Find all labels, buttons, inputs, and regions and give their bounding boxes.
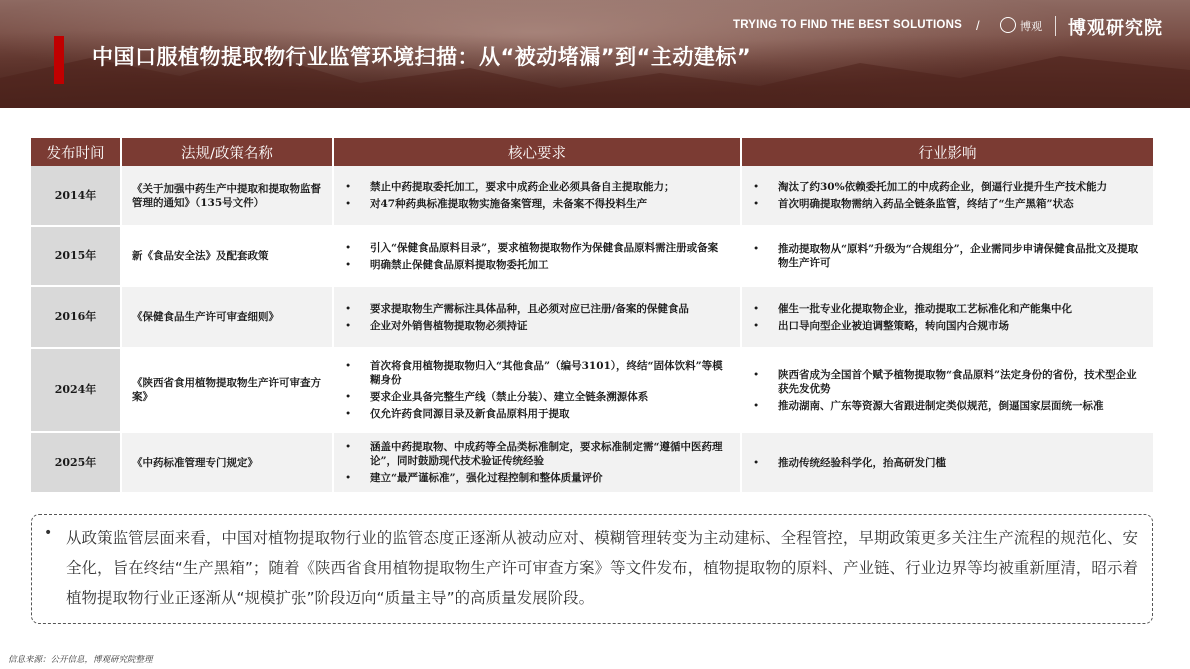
requirement-item: • 对47种药典标准提取物实施备案管理，未备案不得投料生产: [342, 197, 732, 211]
requirement-item: • 引入“保健食品原料目录”，要求植物提取物作为保健食品原料需注册或备案: [342, 241, 732, 255]
cell-policy-name: 《关于加强中药生产中提取和提取物监督管理的通知》（135号文件）: [121, 166, 333, 226]
regulation-table: [31, 138, 1153, 494]
impact-item: • 陕西省成为全国首个赋予植物提取物“食品原料”法定身份的省份，技术型企业获先发优势: [750, 368, 1145, 396]
cell-policy-name: 《中药标准管理专门规定》: [121, 432, 333, 493]
impact-item: • 首次明确提取物需纳入药品全链条监管，终结了“生产黑箱”状态: [750, 197, 1145, 211]
cell-requirements: [333, 166, 741, 226]
cell-impact: [741, 286, 1153, 348]
source-note: 信息来源：公开信息，博观研究院整理: [8, 655, 153, 665]
cell-year: 2014年: [31, 166, 121, 226]
table-row: [31, 166, 1153, 226]
impact-item: • 推动湖南、广东等资源大省跟进制定类似规范，倒逼国家层面统一标准: [750, 399, 1145, 413]
logo-separator: [1055, 16, 1056, 36]
cell-year: 2024年: [31, 348, 121, 432]
cell-year: 2025年: [31, 432, 121, 493]
logo-small-text: 博观: [1020, 20, 1042, 33]
requirement-item: • 要求提取物生产需标注具体品种，且必须对应已注册/备案的保健食品: [342, 302, 732, 316]
tagline: TRYING TO FIND THE BEST SOLUTIONS: [733, 19, 962, 31]
requirement-item: • 仅允许药食同源目录及新食品原料用于提取: [342, 407, 732, 421]
impact-item: • 催生一批专业化提取物企业，推动提取工艺标准化和产能集中化: [750, 302, 1145, 316]
requirement-item: • 禁止中药提取委托加工，要求中成药企业必须具备自主提取能力；: [342, 180, 732, 194]
summary-text: 从政策监管层面来看，中国对植物提取物行业的监管态度正逐渐从被动应对、模糊管理转变为主动建标、全程管控，早期政策更多关注生产流程的规范化、安全化，旨在终结“生产黑箱”；随着《陕西省食用植物提取物生产许可审查方案》等文件发布，植物提取物的原料、产业链、行业边界等均被重新厘清，昭示着植物提取物行业正逐渐从“规模扩张”阶段迈向“质量主导”的高质量发展阶段。: [66, 529, 1138, 607]
column-header-year: 发布时间: [31, 138, 121, 166]
cell-requirements: [333, 432, 741, 493]
logo-circle-icon: [1000, 17, 1016, 33]
brand-name: 博观研究院: [1068, 18, 1163, 39]
column-header-policy-name: 法规/政策名称: [121, 138, 333, 166]
cell-policy-name: 《陕西省食用植物提取物生产许可审查方案》: [121, 348, 333, 432]
requirement-item: • 建立“最严谨标准”，强化过程控制和整体质量评价: [342, 471, 732, 485]
cell-year: 2015年: [31, 226, 121, 286]
requirement-item: • 要求企业具备完整生产线（禁止分装）、建立全链条溯源体系: [342, 390, 732, 404]
impact-item: • 推动传统经验科学化，抬高研发门槛: [750, 456, 1145, 470]
column-header-impact: 行业影响: [741, 138, 1153, 166]
title-accent-bar: [54, 36, 64, 84]
tagline-divider: /: [976, 18, 980, 33]
requirement-item: • 企业对外销售植物提取物必须持证: [342, 319, 732, 333]
cell-requirements: [333, 286, 741, 348]
cell-impact: [741, 226, 1153, 286]
cell-impact: [741, 432, 1153, 493]
page-title: 中国口服植物提取物行业监管环境扫描：从“被动堵漏”到“主动建标”: [92, 45, 752, 69]
cell-requirements: [333, 348, 741, 432]
table-row: [31, 286, 1153, 348]
requirement-item: • 明确禁止保健食品原料提取物委托加工: [342, 258, 732, 272]
cell-policy-name: 新《食品安全法》及配套政策: [121, 226, 333, 286]
table-row: [31, 348, 1153, 432]
cell-impact: [741, 166, 1153, 226]
column-header-requirements: 核心要求: [333, 138, 741, 166]
table-row: [31, 432, 1153, 493]
table-row: [31, 226, 1153, 286]
summary-box: [31, 514, 1153, 624]
cell-policy-name: 《保健食品生产许可审查细则》: [121, 286, 333, 348]
table-header-row: [31, 138, 1153, 166]
header-banner: [0, 0, 1190, 108]
cell-impact: [741, 348, 1153, 432]
impact-item: • 出口导向型企业被迫调整策略，转向国内合规市场: [750, 319, 1145, 333]
impact-item: • 推动提取物从“原料”升级为“合规组分”，企业需同步申请保健食品批文及提取物生产许可: [750, 242, 1145, 270]
bullet-icon: •: [44, 525, 53, 541]
impact-item: • 淘汰了约30%依赖委托加工的中成药企业，倒逼行业提升生产技术能力: [750, 180, 1145, 194]
requirement-item: • 首次将食用植物提取物归入“其他食品”（编号3101），终结“固体饮料”等模糊身份: [342, 359, 732, 387]
cell-year: 2016年: [31, 286, 121, 348]
requirement-item: • 涵盖中药提取物、中成药等全品类标准制定，要求标准制定需“遵循中医药理论”，同时鼓励现代技术验证传统经验: [342, 440, 732, 468]
cell-requirements: [333, 226, 741, 286]
